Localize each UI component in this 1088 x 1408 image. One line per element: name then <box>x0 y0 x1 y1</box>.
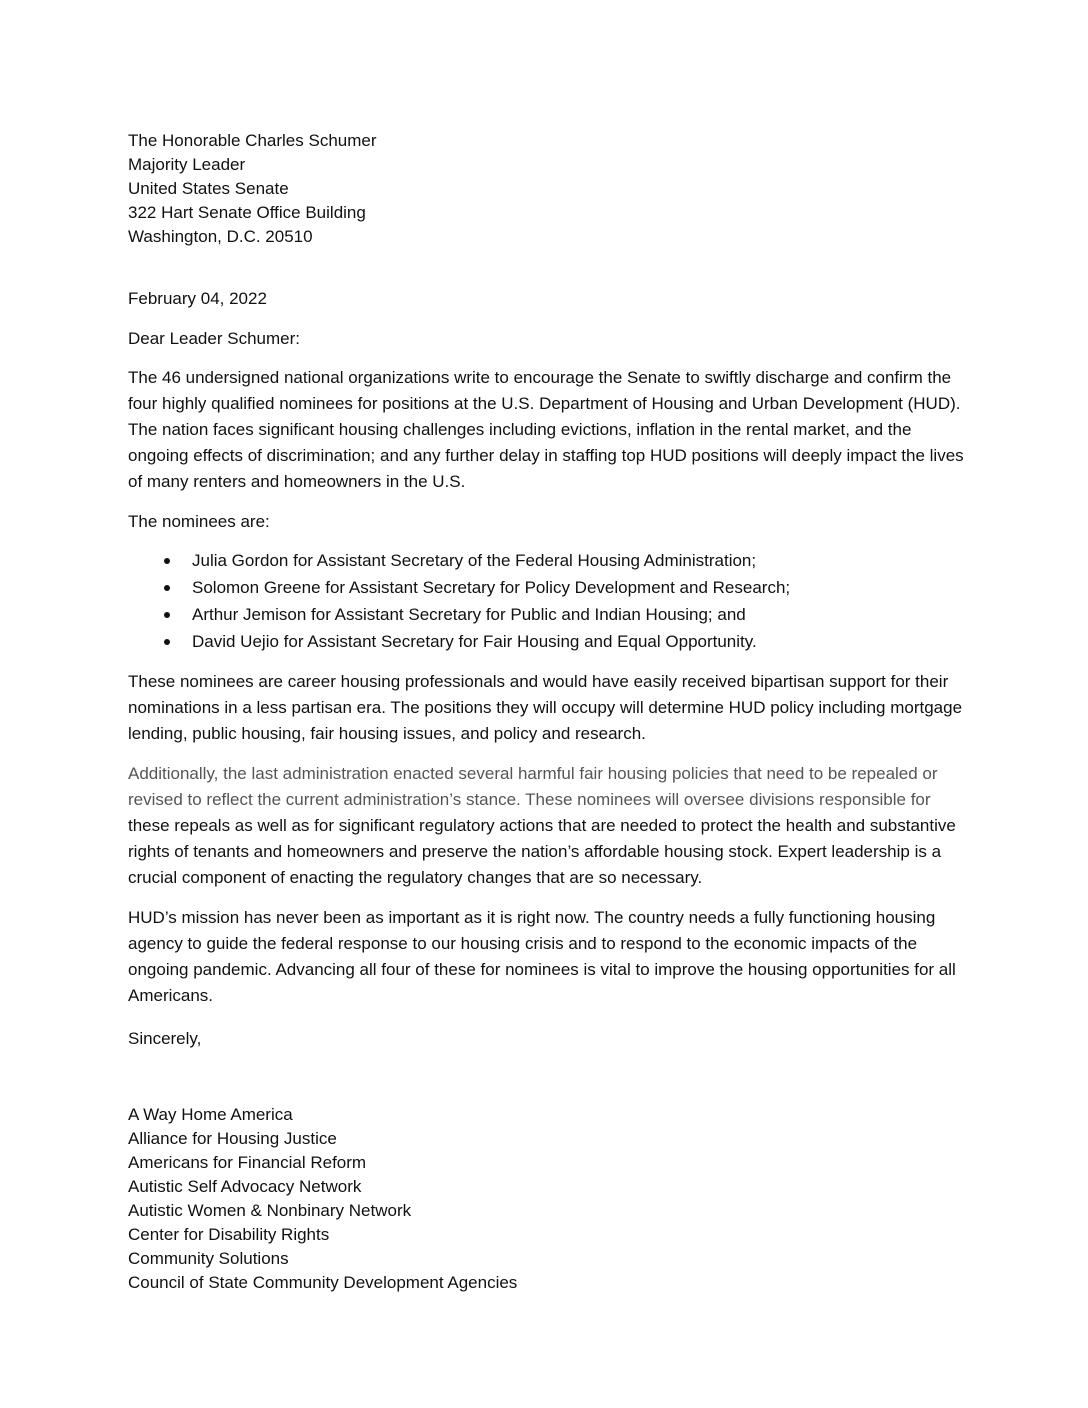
list-item: A Way Home America <box>128 1105 293 1124</box>
list-item: Alliance for Housing Justice <box>128 1129 337 1148</box>
additionally-rest-text: these repeals as well as for significant regulatory actions that are needed to protect the health and substantive rights of tenants and homeowners and preserve the nation’s affordable housing stock. Expert leadership is a crucial component of enacting the regulatory changes that are so necessary. <box>128 816 956 887</box>
nominees-list <box>128 547 968 655</box>
closing: Sincerely, <box>128 1029 202 1048</box>
recipient-address <box>128 129 968 249</box>
list-item: Arthur Jemison for Assistant Secretary for Public and Indian Housing; and <box>128 601 968 628</box>
careers-paragraph: These nominees are career housing professionals and would have easily received bipartisan support for their nominations in a less partisan era. The positions they will occupy will determine HUD policy including mortgage lending, public housing, fair housing issues, and policy and research. <box>128 672 963 743</box>
salutation: Dear Leader Schumer: <box>128 329 300 348</box>
list-item: Solomon Greene for Assistant Secretary for Policy Development and Research; <box>128 574 968 601</box>
recipient-address-line2: Washington, D.C. 20510 <box>128 227 313 246</box>
list-item: Julia Gordon for Assistant Secretary of the Federal Housing Administration; <box>128 547 968 574</box>
signatories-list <box>128 1103 968 1295</box>
letter-date: February 04, 2022 <box>128 289 267 308</box>
list-item: Autistic Women & Nonbinary Network <box>128 1201 412 1220</box>
list-item: Autistic Self Advocacy Network <box>128 1177 362 1196</box>
intro-paragraph: The 46 undersigned national organizations write to encourage the Senate to swiftly discharge and confirm the four highly qualified nominees for positions at the U.S. Department of Housing and Urban Development (HUD). The nation faces significant housing challenges including evictions, inflation in the rental market, and the ongoing effects of discrimination; and any further delay in staffing top HUD positions will deeply impact the lives of many renters and homeowners in the U.S. <box>128 368 964 491</box>
mission-paragraph: HUD’s mission has never been as important as it is right now. The country needs a fully functioning housing agency to guide the federal response to our housing crisis and to respond to the economic impacts of the ongoing pandemic. Advancing all four of these for nominees is vital to improve the housing opportunities for all Americans. <box>128 908 956 1005</box>
list-item: David Uejio for Assistant Secretary for Fair Housing and Equal Opportunity. <box>128 628 968 655</box>
list-item: Community Solutions <box>128 1249 289 1268</box>
additionally-gray-text: Additionally, the last administration enacted several harmful fair housing policies that need to be repealed or revised to reflect the current administration’s stance. These nominees will oversee divisions responsible for <box>128 764 938 809</box>
list-item: Americans for Financial Reform <box>128 1153 367 1172</box>
list-item: Council of State Community Development Agencies <box>128 1273 518 1292</box>
list-item: Center for Disability Rights <box>128 1225 330 1244</box>
recipient-address-line1: 322 Hart Senate Office Building <box>128 203 366 222</box>
nominees-lead: The nominees are: <box>128 512 270 531</box>
recipient-title: Majority Leader <box>128 155 246 174</box>
recipient-body: United States Senate <box>128 179 289 198</box>
recipient-name: The Honorable Charles Schumer <box>128 131 377 150</box>
additionally-paragraph <box>128 761 968 891</box>
